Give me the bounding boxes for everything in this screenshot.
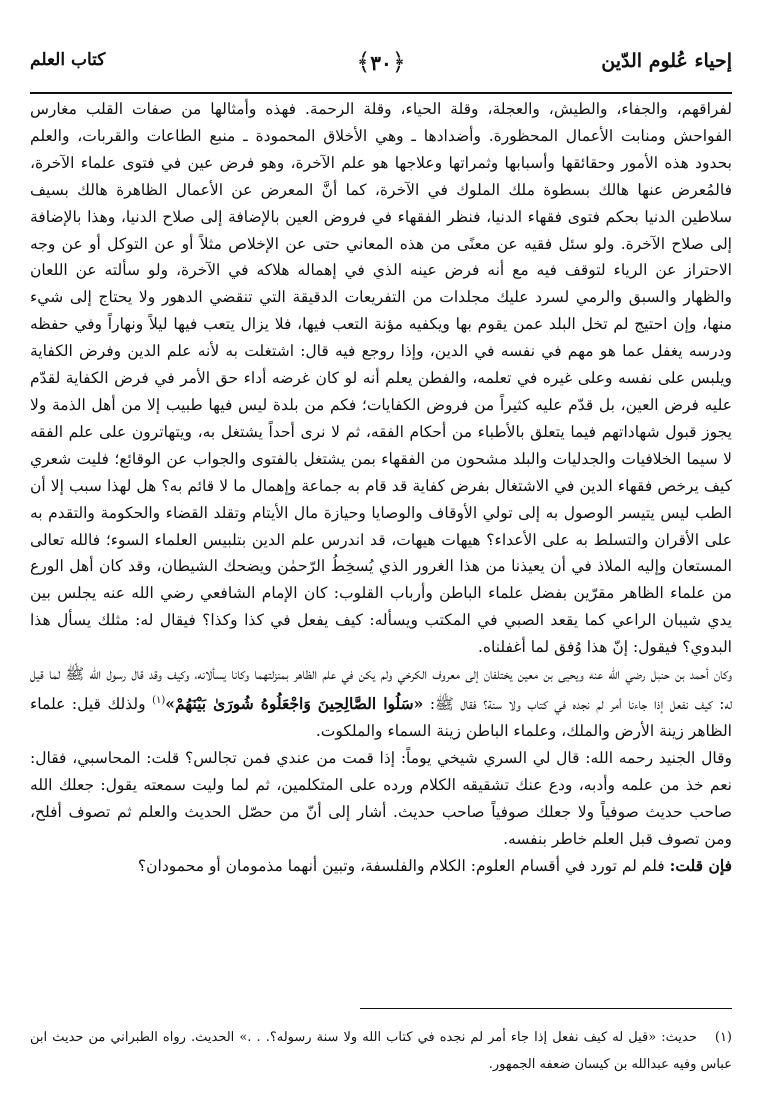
book-title: إحياء عُلوم الدّين bbox=[601, 50, 732, 72]
paragraph-text: فلم لم تورد في أقسام العلوم: الكلام والفلسفة، وتبين أنهما مذمومان أو محمودان؟ bbox=[137, 856, 665, 875]
paragraph bbox=[30, 661, 732, 745]
chapter-title: كتاب العلم bbox=[30, 50, 106, 70]
footnote bbox=[30, 1024, 732, 1078]
page-number-value: ٣٠ bbox=[370, 51, 392, 75]
paragraph-text: ولذلك قيل: علماء الظاهر زينة الأرض والملك، وعلماء الباطن زينة السماء والملكوت. bbox=[30, 695, 732, 740]
footnote-separator bbox=[360, 1008, 732, 1009]
page-number bbox=[356, 48, 406, 76]
paragraph-text: وكان أحمد بن حنبل رضي الله عنه ويحيى بن معين يختلفان إلى معروف الكرخي ولم يكن في علم الظاهر بمنزلتهما وكانا يسألانه، وكيف وقد قال رسول الله ﷺ لما قيل له: كيف نفعل إذا جاءنا أمر لم نجده في كتاب ولا سنة؟ فقال ﷺ: bbox=[30, 665, 732, 714]
paragraph: وقال الجنيد رحمه الله: قال لي السري شيخي يوماً: إذا قمت من عندي فمن تجالس؟ قلت: المحاسبي، فقال: نعم خذ من علمه وأدبه، ودع عنك تشقيقه الكلام ورده على المتكلمين، ثم لما وليت سمعته يقول: جعلك الله صاحب حديث صوفياً ولا جعلك صوفياً صاحب حديث. أشار إلى أنّ من حصّل الحديث والعلم ثم تصوف أفلح، ومن تصوف قبل العلم خاطر بنفسه. bbox=[30, 748, 732, 848]
footnote-number: (١) bbox=[714, 1030, 732, 1045]
page-number-close-bracket: ﴾ bbox=[356, 48, 371, 76]
footnote-text: حديث: «قيل له كيف نفعل إذا جاء أمر لم نجده في كتاب الله ولا سنة رسوله؟. . .» الحديث. رواه الطبراني من حديث ابن عباس وفيه عبدالله بن كيسان ضعفه الجمهور. bbox=[30, 1030, 732, 1072]
paragraph: لفراقهم، والجفاء، والطيش، والعجلة، وقلة الحياء، وقلة الرحمة. فهذه وأمثالها من صفات القلب مغارس الفواحش ومنابت الأعمال المحظورة. وأضدادها ـ وهي الأخلاق المحمودة ـ منبع الطاعات والقربات، والعلم بحدود هذه الأمور وحقائقها وأسبابها وثمراتها وعلاجها هو علم الآخرة، وهو فرض عين في فتوى علماء الآخرة، فالمُعرض عنها هالك بسطوة ملك الملوك في الآخرة، كما أنَّ المعرض عن الأعمال الظاهرة هالك بسيف سلاطين الدنيا بحكم فتوى فقهاء الدنيا، فنظر الفقهاء في فروض العين بالإضافة إلى صلاح الدنيا، وهذا بالإضافة إلى صلاح الآخرة. ولو سئل فقيه عن معنًى من هذه المعاني حتى عن الإخلاص مثلاً أو عن التوكل أو عن وجه الاحتراز عن الرياء لتوقف فيه مع أنه فرض عينه الذي في إهماله هلاكه في الآخرة، ولو سألته عن اللعان والظهار والسبق والرمي لسرد عليك مجلدات من التفريعات الدقيقة التي تنقضي الدهور ولا يحتاج إلى شيء منها، وإن احتيج لم تخل البلد عمن يقوم بها ويكفيه مؤنة التعب فيها، فلا يزال يتعب فيها ليلاً ونهاراً وفي حفظه ودرسه يغفل عما هو مهم في نفسه في الدين، وإذا روجع فيه قال: اشتغلت به لأنه علم الدين وفرض الكفاية ويلبس على نفسه وعلى غيره في تعلمه، والفطن يعلم أنه لو كان غرضه أداء حق الأمر في فرض الكفاية لقدّم عليه فرض العين، بل قدّم عليه كثيراً من فروض الكفايات؛ فكم من بلدة ليس فيها طبيب إلا من أهل الذمة ولا يجوز قبول شهاداتهم فيما يتعلق بالأطباء من أحكام الفقه، ثم لا نرى أحداً يشتغل به، ويتهاترون على علم الفقه لا سيما الخلافيات والجدليات والبلد مشحون من الفقهاء بمن يشتغل بالفتوى والجواب عن الوقائع؛ فليت شعري كيف يرخص فقهاء الدين في الاشتغال بفرض كفاية قد قام به جماعة وإهمال ما لا قائم به؟ هل لهذا سبب إلا أن الطب ليس يتيسر الوصول به إلى تولي الأوقاف والوصايا وحيازة مال الأيتام وتقلد القضاء والحكومة والتقدم به على الأقران والتسلط به على الأعداء؟ هيهات هيهات، قد اندرس علم الدين بتلبيس العلماء السوء؛ فالله تعالى المستعان وإليه الملاذ في أن يعيذنا من هذا الغرور الذي يُسخِطُ الرّحمٰن ويضحك الشيطان، وقد كان أهل الورع من علماء الظاهر مقرّين بفضل علماء الباطن وأرباب القلوب: كان الإمام الشافعي رضي الله عنه يجلس بين يدي شيبان الراعي كما يقعد الصبي في المكتب ويسأله: كيف يفعل في كذا وكذا؟ فيقال له: مثلك يسأل هذا البدوي؟ فيقول: إنّ هذا وُفق لما أغفلناه. bbox=[30, 100, 732, 657]
main-text bbox=[30, 96, 732, 982]
footnote-reference: (١) bbox=[152, 694, 166, 706]
page-number-open-bracket: ﴿ bbox=[391, 48, 406, 76]
page-header bbox=[30, 42, 732, 94]
hadith-quote: «سَلُوا الصَّالِحِينَ وَاجْعَلُوهُ شُورَىٰ بَيْنَهُمْ» bbox=[165, 694, 424, 714]
paragraph bbox=[30, 853, 732, 880]
lead-phrase: فإن قلت: bbox=[669, 855, 732, 875]
